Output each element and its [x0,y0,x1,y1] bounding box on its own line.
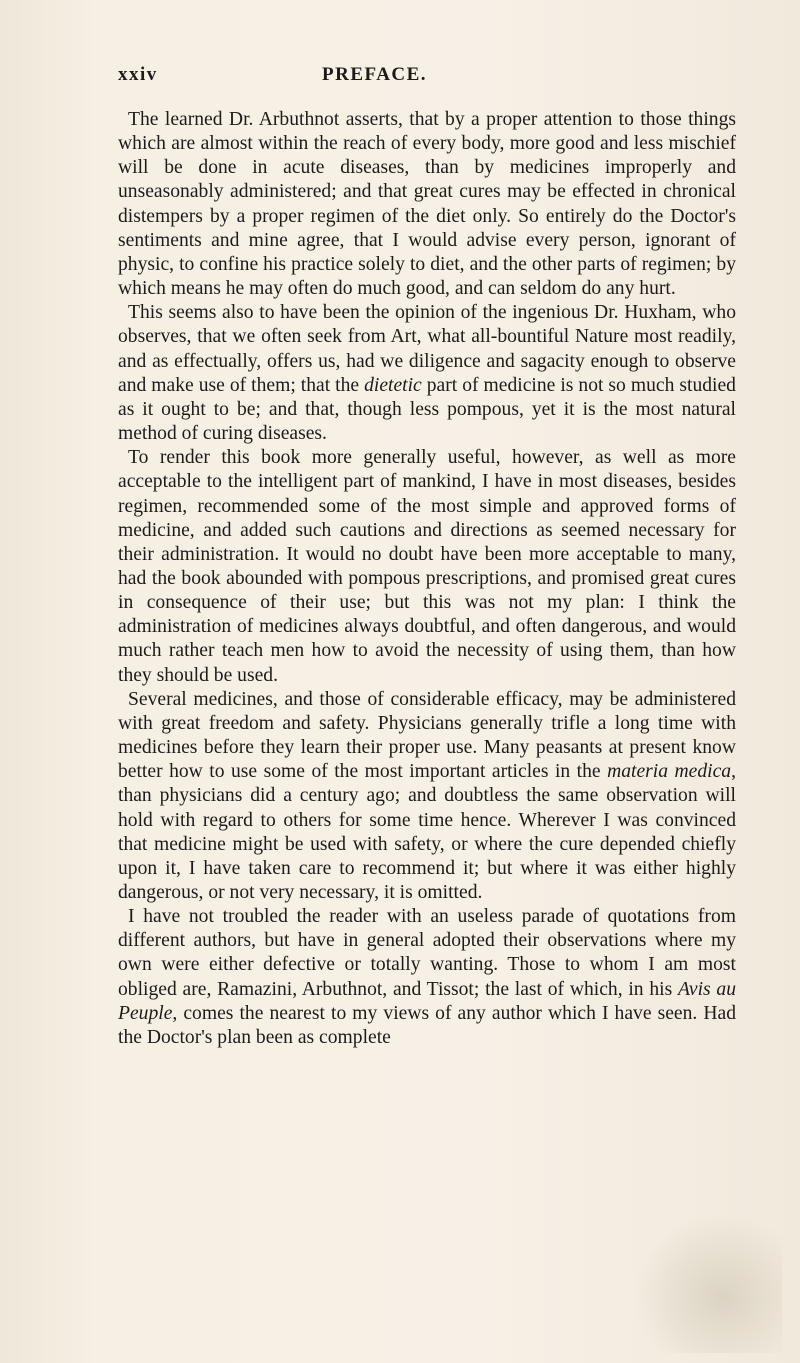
paragraph-5-text-a: I have not troubled the reader with an useless parade of quotations from different authors, but have in general adopted their observations where my own were either defective or totally wanting. Those to whom I am most obliged are, Ramazini, Arbuthnot, and Tissot; the last of which, in his [118,906,736,1000]
paragraph-4 [118,688,736,905]
paragraph-5-italic: Avis au Peuple [118,978,736,1024]
paragraph-3 [118,446,736,688]
paragraph-4-text-a: Several medicines, and those of considerable efficacy, may be administered with great freedom and safety. Physicians generally trifle a long time with medicines before they learn their proper use. Many peasants at present know better how to use some of the most important articles in the [118,688,736,783]
paragraph-1 [118,108,736,301]
running-title: PREFACE. [322,64,428,85]
body-text [118,108,736,1050]
paragraph-2-italic: dietetic [364,374,422,396]
paragraph-2 [118,301,736,446]
paragraph-5-text-b: , comes the nearest to my views of any author which I have seen. Had the Doctor's plan been as complete [118,1002,736,1048]
page-header [118,64,678,94]
paper-stain [632,1213,782,1353]
paragraph-4-text-b: , than physicians did a century ago; and doubtless the same observation will hold with regard to others for some time hence. Wherever I was convinced that medicine might be used with safety, or where the cure depended chiefly upon it, I have taken care to recommend it; but where it was either highly dangerous, or not very necessary, it is omitted. [118,761,736,903]
paragraph-2-text-a: This seems also to have been the opinion of the ingenious Dr. Huxham, who observes, that we often seek from Art, what all-bountiful Nature most readily, and as effectually, offers us, had we diligence and sagacity enough to observe and make use of them; that the [118,302,736,396]
page-number: xxiv [118,64,158,85]
paragraph-1-text: The learned Dr. Arbuthnot asserts, that by a proper attention to those things which are almost within the reach of every body, more good and less mischief will be done in acute diseases, than by medicines improperly and unseasonably administered; and that great cures may be effected in chronical distempers by a proper regimen of the diet only. So entirely do the Doctor's sentiments and mine agree, that I would advise every person, ignorant of physic, to confine his practice solely to diet, and the other parts of regimen; by which means he may often do much good, and can seldom do any hurt. [118,109,736,300]
paragraph-4-italic: materia medica [607,761,732,783]
paragraph-3-text: To render this book more generally useful, however, as well as more acceptable to the intelligent part of mankind, I have in most diseases, besides regimen, recommended some of the most simple and approved forms of medicine, and added such cautions and directions as seemed necessary for their administration. It would no doubt have been more acceptable to many, had the book abounded with pompous prescriptions, and promised great cures in consequence of their use; but this was not my plan: I think the administration of medicines always doubtful, and often dangerous, and would much rather teach men how to avoid the necessity of using them, than how they should be used. [118,447,736,686]
paragraph-2-text-b: part of medicine is not so much studied as it ought to be; and that, though less pompous, yet it is the most natural method of curing diseases. [118,374,736,445]
paragraph-5 [118,905,736,1050]
